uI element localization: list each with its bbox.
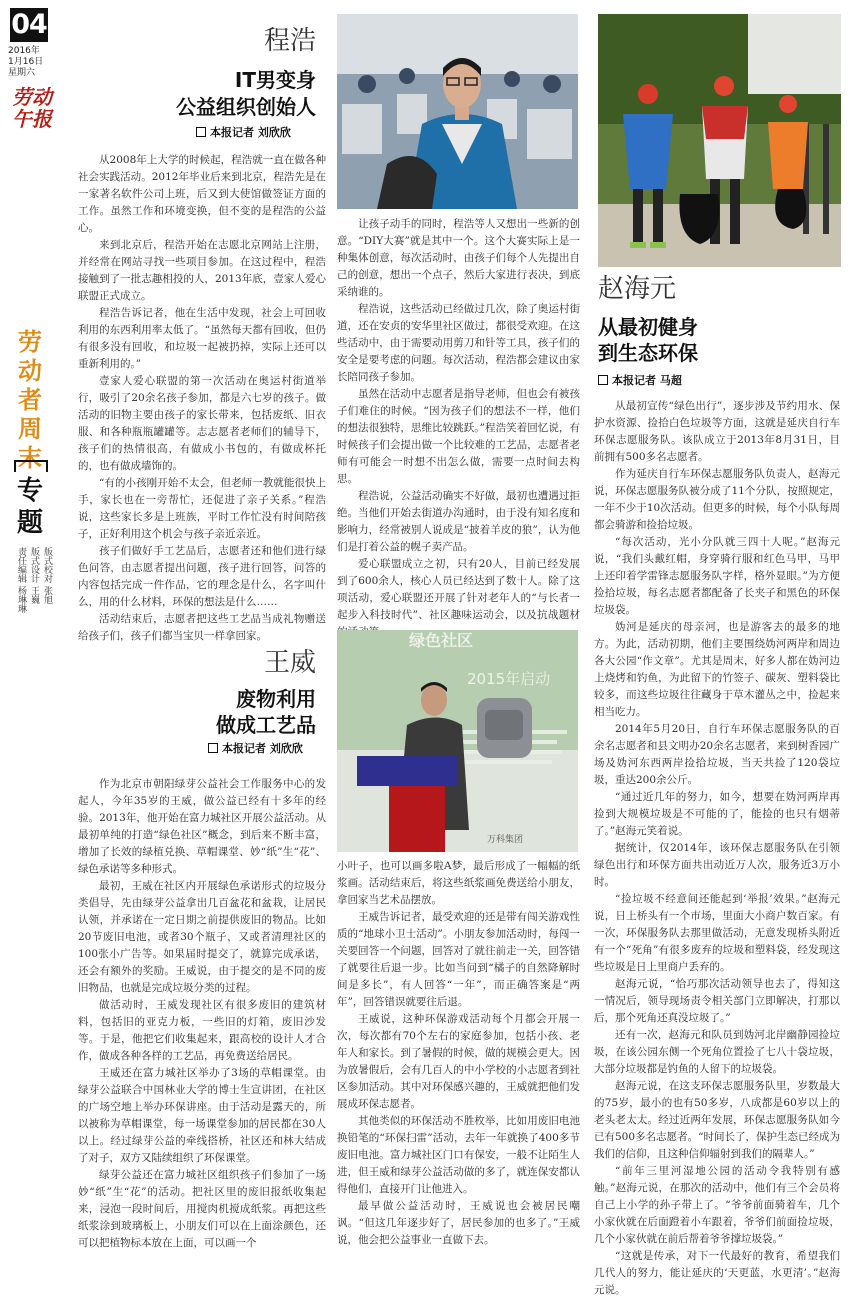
article1-paragraph: 活动结束后，志愿者把这些工艺品当成礼物赠送给孩子们，孩子们都当宝贝一样拿回家。: [78, 613, 326, 642]
credit-proofread: 版式校对 张旭: [42, 547, 52, 604]
masthead-logo: 劳动午报: [12, 85, 52, 131]
article2-paragraph: 其他类似的环保活动不胜枚举，比如用废旧电池换铅笔的“环保扫雷”活动，去年一年就换了400多节废旧电池。富力城社区门口有保安，一般不让陌生人进，但王威和绿芽公益活动做的多了，就连保安都认得他们，直接开门让他进入。: [337, 1115, 580, 1195]
photo-zhaohaiyuan: [598, 14, 841, 267]
article3-paragraph: “通过近几年的努力，如今，想要在妫河两岸再捡到大规模垃圾是不可能的了，能捡的也只有烟蒂了。”赵海元笑着说。: [594, 791, 840, 837]
article2-title-line1: 废物利用: [236, 687, 316, 711]
article1-paragraph: “有的小孩刚开始不太会，但老师一教就能很快上手，家长也在一旁帮忙，还促进了亲子关系。”程浩说，这些家长多是上班族，平时工作忙没有时间陪孩子，正好利用这个机会与孩子亲近亲近。: [78, 477, 326, 540]
article1-paragraph: 爱心联盟成立之初，只有20人，目前已经发展到了600余人，核心人员已经达到了数十人。除了这项活动，爱心联盟还开展了针对老年人的“与长者一起步入科技时代”、社区趣味运动会，以及抗战题材: [337, 558, 580, 621]
article1-title-line1: IT男变身: [234, 68, 316, 92]
article2-paragraph: 作为北京市朝阳绿芽公益社会工作服务中心的发起人，今年35岁的王威，做公益已经有十多年的经验。2013年，他开始在富力城社区开展公益活动。从最初单纯的打造“绿色社区”概念，到后来不断丰富，增加了长效的绿植兑换、草帽课堂、妙“纸”生“花”、绿色承诺等多种形式。: [78, 778, 326, 875]
section-divider: [14, 460, 48, 472]
article1-paragraph: 虽然在活动中志愿者是指导老师，但也会有被孩子们难住的时候。“因为孩子们的想法不一样，他们的想法很独特，思维比较跳跃。”程浩笑着回忆说，有时候孩子们会提出做一个比较难的工艺品，志愿者老师有可能会一时想不出怎么做，需要一点时间去构思。: [337, 388, 580, 485]
byline-box-icon: [208, 743, 218, 753]
article1-title-line2: 公益组织创始人: [176, 95, 316, 119]
issue-weekday: 星期六: [8, 68, 36, 78]
article1-byline: [196, 126, 336, 140]
article2-paragraph: 做活动时，王威发现社区有很多废旧的建筑材料，包括旧的亚克力板，一些旧的灯箱，废旧沙发等。于是，他把它们收集起来，跟高校的设计人才合作，做成各种各样的工艺品，再免费送给居民。: [78, 999, 326, 1062]
photo-chenghao: [337, 14, 578, 209]
article3-paragraph: 从最初宣传“绿色出行”，逐步涉及节约用水、保护水资源、捡拾白色垃圾等方面，这就是延庆自行车环保志愿服务队。该队成立于2013年8月31日，目前拥有500多名志愿者。: [594, 400, 840, 463]
article3-paragraph: “每次活动，光小分队就三四十人呢。”赵海元说，“我们头戴红帽，身穿骑行服和红色马甲，马甲上还印着学雷锋志愿服务队字样，格外显眼。”为方便捡拾垃圾，每名志愿者都配备了长夹子和黑色的环保垃圾袋。: [594, 536, 840, 616]
article3-paragraph: 作为延庆自行车环保志愿服务队负责人，赵海元说，环保志愿服务队被分成了11个分队，按照规定，一年不少于10次活动。但更多的时候，每个小队每周都会骑游和捡拾垃圾。: [594, 468, 840, 531]
article3-byline-text: 本报记者 马超: [612, 374, 682, 387]
article3-paragraph: 2014年5月20日，自行车环保志愿服务队的百余名志愿者和县文明办20余名志愿者，来到树香园广场及妫河东西两岸捡拾垃圾，当天共捡了120袋垃圾，重达200余公斤。: [594, 723, 840, 786]
section-topic: 专题: [16, 476, 43, 538]
article2-person-name: 王威: [263, 648, 316, 678]
credit-editor: 责任编辑 杨琳琳: [16, 547, 26, 613]
page-number: 04: [11, 9, 47, 40]
article2-paragraph: 王威说，这种环保游戏活动每个月都会开展一次，每次都有70个左右的家庭参加，包括小孩、老年人和家长。到了暑假的时候，做的规模会更大。因为放暑假后，会有几百人的中小学校的小志愿者到社区参加活动。其中对环保感兴趣的，王威就把他们发展成环保志愿者。: [337, 1013, 580, 1110]
article2-title-line2: 做成工艺品: [216, 713, 316, 737]
article2-byline: [208, 742, 338, 756]
article3-title-line2: 到生态环保: [598, 341, 698, 365]
issue-year: 2016年: [8, 46, 40, 56]
article3-person-name: 赵海元: [598, 274, 677, 304]
article1-paragraph: 程浩说，这些活动已经做过几次，除了奥运村街道，还在安贞的安华里社区做过，都很受欢迎。在这些活动中，由于需要动用剪刀和针等工具，孩子们的安全是要考虑的问题。每次活动，程浩都会建议由家长陪同孩子参加。: [337, 303, 580, 383]
article3-paragraph: “前年三里河湿地公园的活动令我特别有感触。”赵海元说，在那次的活动中，他们有三个会员将自己上小学的孙子带上了。“爷爷前面骑着车，几个小家伙就在后面蹬着小车跟着，爷爷们前面捡垃圾，几个小家伙就在前后帮着爷爷撑垃圾袋。”: [594, 1165, 840, 1245]
article1-column1: [78, 152, 326, 645]
byline-box-icon: [196, 127, 206, 137]
issue-day: 1月16日: [8, 57, 44, 67]
article3-paragraph: 赵海元说，“恰巧那次活动领导也去了，得知这一情况后，领导现场责令相关部门立即解决，打那以后，那个死角还真没垃圾了。”: [594, 978, 840, 1024]
article3-column: [594, 398, 840, 1299]
article1-column2: [337, 216, 580, 641]
article1-paragraph: 从2008年上大学的时候起，程浩就一直在做各种社会实践活动。2012年毕业后来到北京，程浩先是在一家著名软件公司上班，后又到大使馆做签证方面的工作。虽然工作和环境变换，但不变的是程浩的公益心。: [78, 154, 326, 234]
article3-paragraph: 赵海元说，在这支环保志愿服务队里，岁数最大的75岁，最小的也有50多岁，八成都是60岁以上的老头老太太。经过近两年发展，环保志愿服务队如今已有500多名志愿者。“时间长了，保护生态已经成为我们的信仰，且这种信仰辐射到我们的隔辈人。”: [594, 1080, 840, 1160]
article2-paragraph: 小叶子，也可以画多啦A梦，最后形成了一幅幅的纸浆画。活动结束后，将这些纸浆画免费送给小朋友，拿回家当艺术品摆放。: [337, 860, 580, 906]
article3-title-line1: 从最初健身: [598, 315, 698, 339]
article2-paragraph: 王威告诉记者，最受欢迎的还是带有闯关游戏性质的“地球小卫士活动”。小朋友参加活动时，每闯一关要回答一个问题，回答对了就往前走一关，回答错了就要往后退一步。比如当问到“橘子的自然降解时间是多长”，有人回答“一年”，而正确答案是“两年”，回答错误就要往后退。: [337, 911, 580, 1008]
article1-paragraph: 孩子们做好手工艺品后，志愿者还和他们进行绿色问答，由志愿者提出问题，孩子进行回答，问答的内容包括完成一件作品，它的理念是什么，名字叫什么，用的什么材料，环保的想法是什么……: [78, 545, 326, 608]
banner-text-2: 2015年启动: [467, 670, 551, 688]
article2-byline-text: 本报记者 刘欣欣: [222, 742, 303, 755]
article1-person-name: 程浩: [263, 26, 316, 56]
article2-paragraph: 绿芽公益还在富力城社区组织孩子们参加了一场妙“纸”生“花”的活动。把社区里的废旧报纸收集起来，浸泡一段时间后，用搅肉机搅成纸浆。再把这些纸浆涂到玻璃板上，小朋友们可以在上面涂颜色，还可以把植物标本放在上面，可以画一个: [78, 1169, 326, 1249]
article1-paragraph: 程浩说，公益活动确实不好做，最初也遭遇过拒绝。当他们开始去街道办沟通时，由于没有知名度和影响力，经常被别人说成是“披着羊皮的狼”，认为他们是打着公益的幌子卖产品。: [337, 490, 580, 553]
article3-paragraph: 还有一次，赵海元和队员到妫河北岸幽静园捡垃圾，在该公园东侧一个死角位置捡了七八十袋垃圾，大部分垃圾都是钓鱼的人留下的垃圾袋。: [594, 1029, 840, 1075]
article1-paragraph: 让孩子动手的同时，程浩等人又想出一些新的创意。“DIY大赛”就是其中一个。这个大赛实际上是一种集体创意，每次活动时，由孩子们每个人先提出自己的创意，想出一个点子，然后大家进行表决，到底采纳谁的。: [337, 218, 580, 298]
article3-paragraph: “这就是传承，对下一代最好的教育，希望我们几代人的努力，能让延庆的‘天更蓝，水更清’。”赵海元说。: [594, 1250, 840, 1296]
article3-paragraph: 妫河是延庆的母亲河，也是游客去的最多的地方。为此，活动初期，他们主要围绕妫河两岸和周边各大公园“作文章”。尤其是周末，好多人都在妫河边上烧烤和钓鱼，为此留下的竹签子、碳灰、塑料袋比较多，而这些垃圾往往藏身于草木灌丛之中，捡起来相当吃力。: [594, 621, 840, 718]
section-name: 劳动者周末: [18, 328, 42, 472]
article3-byline: [598, 374, 758, 388]
article2-paragraph: 最早做公益活动时，王威说也会被居民嘲讽。“但这几年逐步好了，居民参加的也多了。”王威说，他会把公益事业一直做下去。: [337, 1200, 580, 1246]
article2-column1: [78, 776, 326, 1252]
article1-byline-text: 本报记者 刘欣欣: [210, 126, 291, 139]
article3-paragraph: “捡垃圾不经意间还能起到‘举报’效果。”赵海元说，日上桥头有一个市场，里面大小商户数百家。有一次，环保服务队去那里做活动，无意发现桥头附近有一个“死角”有很多废弃的垃圾和塑料袋，经发现这些垃圾是日上里商户丢弃的。: [594, 893, 840, 973]
podium-sponsor-text: 万科集团: [487, 835, 524, 845]
issue-date: [8, 46, 58, 79]
credit-layout: 版式设计 王巍: [29, 547, 39, 604]
article2-paragraph: 最初，王威在社区内开展绿色承诺形式的垃圾分类倡导，先由绿芽公益拿出几百盆花和盆栽，让居民认领，并承诺在一定日期之前提供废旧的物品。比如20节废旧电池，或者30个瓶子，又或者清理社区的100张小广告等。如果届时提交了，就算完成承诺，还会有额外的奖励。王威说，由于提交的是不同的废旧物品，也就是完成垃圾分类的过程。: [78, 880, 326, 994]
banner-text-1: 绿色社区: [409, 631, 474, 650]
article1-paragraph: 来到北京后，程浩开始在志愿北京网站上注册，并经常在网站寻找一些项目参加。在这过程中，程浩接触到了一批志趣相投的人，2013年底，壹家人爱心联盟正式成立。: [78, 239, 326, 302]
article2-paragraph: 王威还在富力城社区举办了3场的草帽课堂。由绿芽公益联合中国林业大学的博士生宣讲团，在社区的广场空地上举办环保讲座。由于活动是露天的，所以被称为草帽课堂，每一场课堂参加的居民都在30人以上。经过绿芽公益的牵线搭桥，社区还和林大结成了对子，双方又陆续组织了环保课堂。: [78, 1067, 326, 1164]
article1-paragraph: 壹家人爱心联盟的第一次活动在奥运村街道举行，吸引了20余名孩子参加，都是六七岁的孩子。做活动的旧物主要由孩子的家长带来，包括废纸、旧衣服、和各种瓶瓶罐罐等。志志愿者老师们的辅导下，孩子们的热情很高，有做成小书包的，有做成杯托的，也有做成墙饰的。: [78, 375, 326, 472]
photo-wangwei: [337, 630, 578, 852]
article1-paragraph: 程浩告诉记者，他在生活中发现，社会上可回收利用的东西利用率太低了。“虽然每天都有回收，但仍有很多没有回收，和垃圾一起被扔掉，实际上还可以重新利用的。”: [78, 307, 326, 370]
byline-box-icon: [598, 375, 608, 385]
article3-paragraph: 据统计，仅2014年，该环保志愿服务队在引领绿色出行和环保方面共出动近万人次，服务近3万小时。: [594, 842, 840, 888]
article2-column2: [337, 858, 580, 1249]
